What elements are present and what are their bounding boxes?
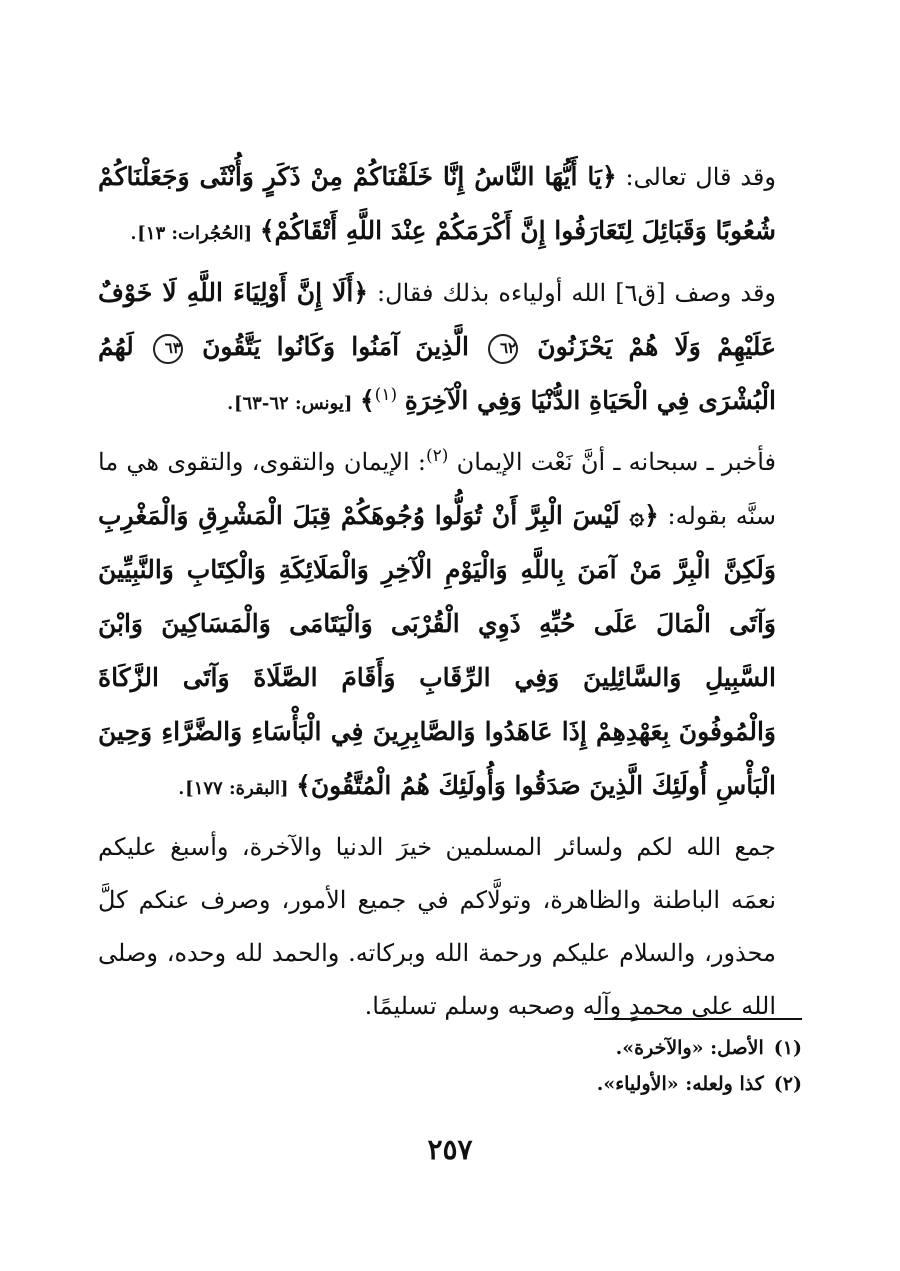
closing-paragraph — [98, 821, 804, 1033]
footnote-item — [96, 1030, 802, 1066]
quran-verse: ﴿۞ لَيْسَ الْبِرَّ أَنْ تُوَلُّوا وُجُوهَكُمْ قِبَلَ الْمَشْرِقِ وَالْمَغْرِبِ وَلَكِنَّ الْبِرَّ مَنْ آمَنَ بِاللَّهِ وَالْيَوْمِ الْآخِرِ وَالْمَلَائِكَةِ وَالْكِتَابِ وَالنَّبِيِّينَ وَآتَى الْمَالَ عَلَى حُبِّهِ ذَوِي الْقُرْبَى وَالْيَتَامَى وَالْمَسَاكِينَ وَابْنَ السَّبِيلِ وَالسَّائِلِينَ وَفِي الرِّقَابِ وَأَقَامَ الصَّلَاةَ وَآتَى الزَّكَاةَ وَالْمُوفُونَ بِعَهْدِهِمْ إِذَا عَاهَدُوا وَالصَّابِرِينَ فِي الْبَأْسَاءِ وَالضَّرَّاءِ وَحِينَ الْبَأْسِ أُولَئِكَ الَّذِينَ صَدَقُوا وَأُولَئِكَ هُمُ الْمُتَّقُونَ﴾ — [98, 501, 776, 800]
paragraph-text: : الإيمان والتقوى، والتقوى هي ما سنَّه بقوله: — [98, 448, 776, 530]
paragraph-text: فأخبر ـ سبحانه ـ أنَّ نَعْت الإيمان — [448, 448, 776, 476]
verse-number-marker: ٦٢ — [488, 334, 518, 364]
verse-number-marker: ٦٣ — [153, 334, 183, 364]
quran-verse-part: الَّذِينَ آمَنُوا وَكَانُوا يَتَّقُونَ — [202, 332, 469, 361]
footnote-marker: (٢) — [426, 446, 449, 466]
footnotes — [96, 1030, 802, 1102]
quran-verse-part: لَهُمُ الْبُشْرَى فِي الْحَيَاةِ الدُّنْيَا وَفِي الْآخِرَةِ — [98, 332, 776, 415]
footnote-text: الأصل: «والآخرة». — [615, 1037, 764, 1059]
paragraph-text: جمع الله لكم ولسائر المسلمين خيرَ الدنيا والآخرة، وأسبغ عليكم نعمَه الباطنة والظاهرة، وتولَّاكم في جميع الأمور، وصرف عنكم كلَّ محذور، والسلام عليكم ورحمة الله وبركاته. والحمد لله وحده، وصلى الله على محمدٍ وآله وصحبه وسلم تسليمًا. — [98, 833, 776, 1020]
verse-reference: [يونس: ٦٢-٦٣] — [233, 393, 353, 414]
footnote-number: (٢) — [773, 1073, 802, 1095]
paragraph-intro: وقد قال تعالى: — [616, 163, 776, 191]
footnote-divider — [594, 1018, 802, 1020]
paragraph-yunus: وقد وصف [ق٦] الله أولياءه بذلك فقال: ﴿أَلَا إِنَّ أَوْلِيَاءَ اللَّهِ لَا خَوْفٌ عَلَيْهِمْ وَلَا هُمْ يَحْزَنُونَ ٦٢ الَّذِينَ آمَنُوا وَكَانُوا يَتَّقُونَ ٦٣ لَهُمُ الْبُشْرَى فِي الْحَيَاةِ الدُّنْيَا وَفِي الْآخِرَةِ $^{(١)}$﴾ [يونس: ٦٢-٦٣]. — [98, 278, 777, 415]
quran-verse: ﴿يَا أَيُّهَا النَّاسُ إِنَّا خَلَقْنَاكُمْ مِنْ ذَكَرٍ وَأُنْثَى وَجَعَلْنَاكُمْ شُعُوبًا وَقَبَائِلَ لِتَعَارَفُوا إِنَّ أَكْرَمَكُمْ عِنْدَ اللَّهِ أَتْقَاكُمْ﴾ — [98, 162, 776, 245]
page-body — [98, 150, 804, 1039]
verse-reference: [البقرة: ١٧٧] — [185, 778, 289, 799]
footnote-item — [96, 1066, 802, 1102]
paragraph-hujurat: وقد قال تعالى: ﴿يَا أَيُّهَا النَّاسُ إِنَّا خَلَقْنَاكُمْ مِنْ ذَكَرٍ وَأُنْثَى وَجَعَلْنَاكُمْ شُعُوبًا وَقَبَائِلَ لِتَعَارَفُوا إِنَّ أَكْرَمَكُمْ عِنْدَ اللَّهِ أَتْقَاكُمْ﴾ [الحُجُرات: ١٣]. — [98, 162, 776, 245]
quran-verse-part: ﴿أَلَا إِنَّ أَوْلِيَاءَ اللَّهِ لَا خَوْفٌ عَلَيْهِمْ وَلَا هُمْ يَحْزَنُونَ — [98, 278, 776, 361]
verse-reference: [الحُجُرات: ١٣] — [137, 223, 253, 244]
paragraph-intro: وقد وصف [ق٦] الله أولياءه بذلك فقال: — [368, 279, 777, 307]
footnote-number: (١) — [773, 1037, 802, 1059]
page-number: ٢٥٧ — [427, 1133, 473, 1166]
paragraph-baqara: فأخبر ـ سبحانه ـ أنَّ نَعْت الإيمان $^{(٢)}$: الإيمان والتقوى، والتقوى هي ما سنَّه بقوله: ﴿۞ لَيْسَ الْبِرَّ أَنْ تُوَلُّوا وُجُوهَكُمْ قِبَلَ الْمَشْرِقِ وَالْمَغْرِبِ وَلَكِنَّ الْبِرَّ مَنْ آمَنَ بِاللَّهِ وَالْيَوْمِ الْآخِرِ وَالْمَلَائِكَةِ وَالْكِتَابِ وَالنَّبِيِّينَ وَآتَى الْمَالَ عَلَى حُبِّهِ ذَوِي الْقُرْبَى وَالْيَتَامَى وَالْمَسَاكِينَ وَابْنَ السَّبِيلِ وَالسَّائِلِينَ وَفِي الرِّقَابِ وَأَقَامَ الصَّلَاةَ وَآتَى الزَّكَاةَ وَالْمُوفُونَ بِعَهْدِهِمْ إِذَا عَاهَدُوا وَالصَّابِرِينَ فِي الْبَأْسَاءِ وَالضَّرَّاءِ وَحِينَ الْبَأْسِ أُولَئِكَ الَّذِينَ صَدَقُوا وَأُولَئِكَ هُمُ الْمُتَّقُونَ﴾ [البقرة: ١٧٧]. — [98, 446, 776, 800]
footnote-text: كذا ولعله: «الأولياء». — [596, 1073, 764, 1095]
footnote-marker: (١) — [374, 385, 398, 405]
